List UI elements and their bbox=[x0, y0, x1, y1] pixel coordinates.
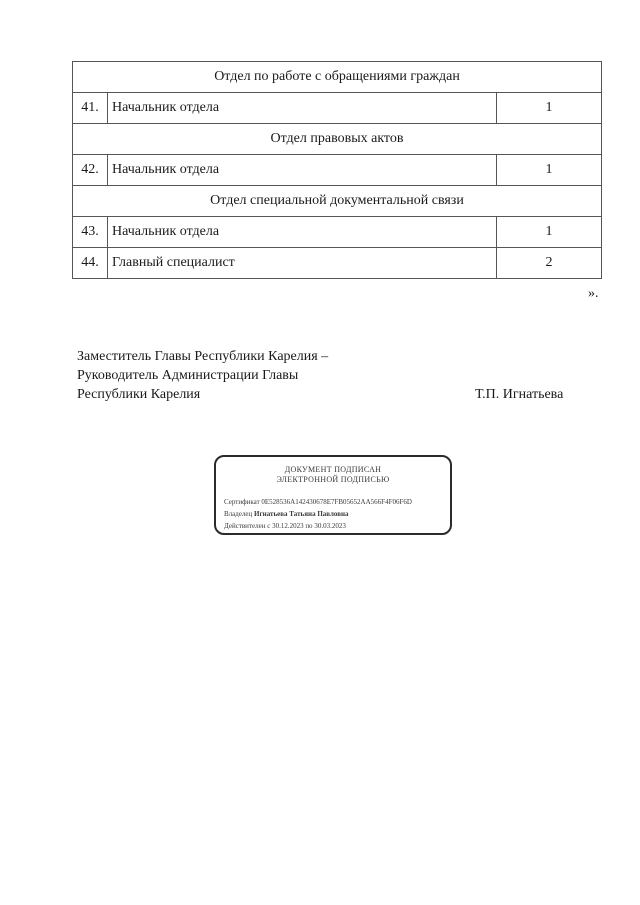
section-title: Отдел правовых актов bbox=[73, 124, 602, 155]
stamp-validity-label: Действителен bbox=[224, 522, 266, 530]
row-number: 42. bbox=[73, 155, 108, 186]
stamp-details bbox=[224, 496, 446, 532]
row-number: 41. bbox=[73, 93, 108, 124]
signer-name: Т.П. Игнатьева bbox=[475, 387, 564, 402]
signature-block bbox=[77, 347, 577, 404]
stamp-owner-value: Игнатьева Татьяна Павловна bbox=[254, 510, 349, 518]
position-title: Начальник отдела bbox=[108, 93, 497, 124]
position-title: Начальник отдела bbox=[108, 217, 497, 248]
stamp-valid-to: 30.03.2023 bbox=[314, 522, 346, 530]
staff-table bbox=[72, 61, 602, 279]
table-row bbox=[73, 93, 602, 124]
table-row bbox=[73, 217, 602, 248]
stamp-validity-row bbox=[224, 520, 446, 532]
table-section-row bbox=[73, 62, 602, 93]
stamp-valid-to-label: по bbox=[305, 522, 313, 530]
stamp-heading-line-1: ДОКУМЕНТ ПОДПИСАН bbox=[284, 465, 382, 474]
position-count: 1 bbox=[497, 93, 602, 124]
position-count: 1 bbox=[497, 217, 602, 248]
table-section-row bbox=[73, 186, 602, 217]
signer-position-line-2: Руководитель Администрации Главы bbox=[77, 368, 299, 383]
row-number: 43. bbox=[73, 217, 108, 248]
row-number: 44. bbox=[73, 248, 108, 279]
stamp-valid-from-label: с bbox=[267, 522, 271, 530]
position-title: Начальник отдела bbox=[108, 155, 497, 186]
position-count: 2 bbox=[497, 248, 602, 279]
stamp-valid-from: 30.12.2023 bbox=[272, 522, 304, 530]
stamp-heading bbox=[216, 465, 450, 485]
table-row bbox=[73, 248, 602, 279]
stamp-certificate-label: Сертификат bbox=[224, 498, 260, 506]
closing-quote: ». bbox=[588, 286, 599, 301]
stamp-certificate-value: 0E528536A142430678E7FB05652AA566F4F06F6D bbox=[261, 498, 412, 506]
electronic-signature-stamp bbox=[214, 455, 452, 535]
stamp-owner-row bbox=[224, 508, 446, 520]
signer-position-line-1: Заместитель Главы Республики Карелия – bbox=[77, 349, 329, 364]
section-title: Отдел по работе с обращениями граждан bbox=[73, 62, 602, 93]
stamp-owner-label: Владелец bbox=[224, 510, 253, 518]
table-section-row bbox=[73, 124, 602, 155]
stamp-certificate-row bbox=[224, 496, 446, 508]
position-count: 1 bbox=[497, 155, 602, 186]
position-title: Главный специалист bbox=[108, 248, 497, 279]
section-title: Отдел специальной документальной связи bbox=[73, 186, 602, 217]
staff-table-body bbox=[73, 62, 602, 279]
signer-position-line-3: Республики Карелия bbox=[77, 387, 201, 402]
stamp-heading-line-2: ЭЛЕКТРОННОЙ ПОДПИСЬЮ bbox=[276, 475, 390, 484]
table-row bbox=[73, 155, 602, 186]
